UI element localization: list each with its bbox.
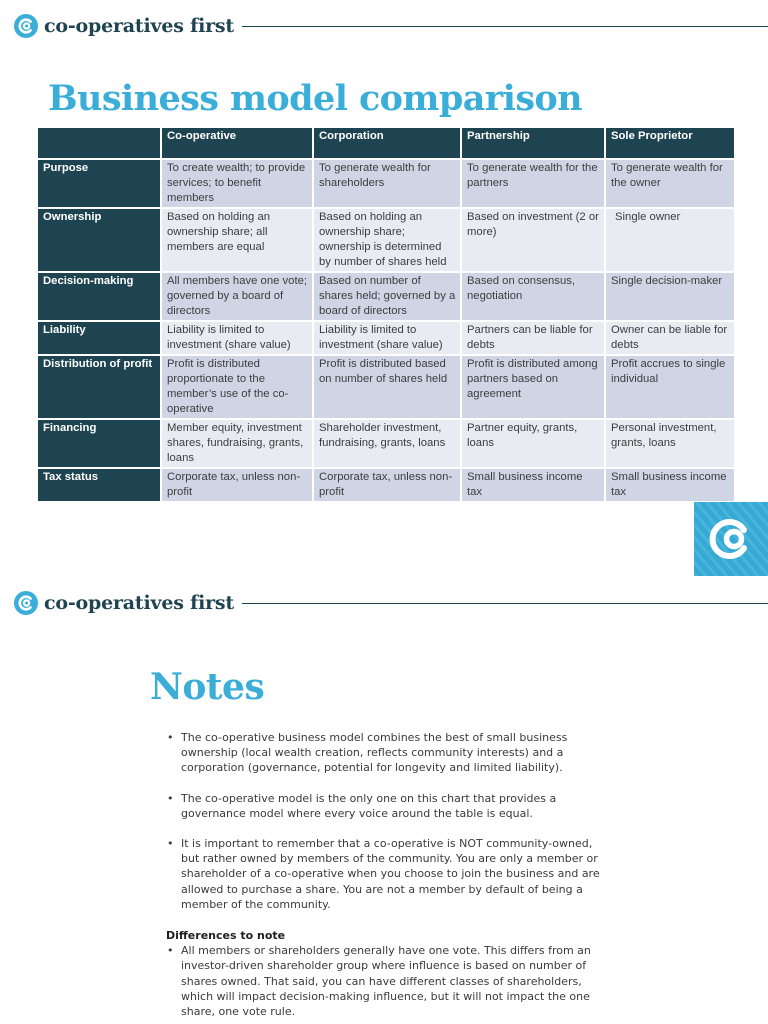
table-row bbox=[37, 159, 735, 208]
notes-list bbox=[166, 730, 602, 912]
table-cell: Profit is distributed based on number of shares held bbox=[313, 355, 461, 419]
table-cell: Owner can be liable for debts bbox=[605, 321, 735, 355]
row-label: Ownership bbox=[37, 208, 161, 272]
table-cell: Based on holding an ownership share; ownership is determined by number of shares held bbox=[313, 208, 461, 272]
co-operatives-badge-icon bbox=[694, 502, 768, 576]
table-header-row bbox=[37, 127, 735, 159]
row-label: Financing bbox=[37, 419, 161, 468]
header-cell-partnership: Partnership bbox=[461, 127, 605, 159]
co-operatives-logo-icon bbox=[14, 591, 38, 615]
table-cell: Based on investment (2 or more) bbox=[461, 208, 605, 272]
header-divider bbox=[242, 26, 768, 27]
slide2-header bbox=[14, 589, 768, 617]
header-divider bbox=[242, 603, 768, 604]
note-bullet: • The co-operative model is the only one on this chart that provides a governance model where every voice around the table is equal. bbox=[166, 791, 602, 821]
table-row bbox=[37, 272, 735, 321]
header-cell-cooperative: Co-operative bbox=[161, 127, 313, 159]
row-label: Decision-making bbox=[37, 272, 161, 321]
row-label: Purpose bbox=[37, 159, 161, 208]
table-cell: Profit is distributed proportionate to the member’s use of the co-operative bbox=[161, 355, 313, 419]
difference-bullet: • All members or shareholders generally have one vote. This differs from an investor-driven shareholder group where influence is based on number of shares owned. That said, you can have different classes of shareholders, which will impact decision-making influence, but it will not impact the one share, one vote rule. bbox=[166, 943, 602, 1019]
table-row bbox=[37, 468, 735, 502]
table-cell: Personal investment, grants, loans bbox=[605, 419, 735, 468]
table-row bbox=[37, 208, 735, 272]
table-cell: To generate wealth for the partners bbox=[461, 159, 605, 208]
table-cell: Liability is limited to investment (share value) bbox=[161, 321, 313, 355]
notes-title: Notes bbox=[150, 666, 265, 708]
header-cell-sole-proprietor: Sole Proprietor bbox=[605, 127, 735, 159]
table-cell: Corporate tax, unless non-profit bbox=[161, 468, 313, 502]
table-cell: Small business income tax bbox=[461, 468, 605, 502]
notes-body bbox=[166, 730, 602, 1019]
table-row bbox=[37, 321, 735, 355]
co-operatives-logo-icon bbox=[14, 14, 38, 38]
row-label: Liability bbox=[37, 321, 161, 355]
differences-list bbox=[166, 943, 602, 1019]
table-cell: To generate wealth for the owner bbox=[605, 159, 735, 208]
table-cell: Liability is limited to investment (share value) bbox=[313, 321, 461, 355]
comparison-table bbox=[36, 126, 736, 503]
header-cell-corporation: Corporation bbox=[313, 127, 461, 159]
table-cell: All members have one vote; governed by a board of directors bbox=[161, 272, 313, 321]
row-label: Distribution of profit bbox=[37, 355, 161, 419]
differences-heading: Differences to note bbox=[166, 929, 286, 943]
table-cell: Based on consensus, negotiation bbox=[461, 272, 605, 321]
note-bullet: • The co-operative business model combines the best of small business ownership (local wealth creation, reflects community interests) and a corporation (governance, potential for longevity and limited liability). bbox=[166, 730, 602, 776]
table-row bbox=[37, 355, 735, 419]
table-cell: Member equity, investment shares, fundraising, grants, loans bbox=[161, 419, 313, 468]
table-cell: Based on holding an ownership share; all members are equal bbox=[161, 208, 313, 272]
table-cell: Small business income tax bbox=[605, 468, 735, 502]
brand-name: co-operatives first bbox=[44, 592, 235, 614]
table-cell: Shareholder investment, fundraising, grants, loans bbox=[313, 419, 461, 468]
page-title: Business model comparison bbox=[48, 78, 583, 119]
table-cell: Based on number of shares held; governed by a board of directors bbox=[313, 272, 461, 321]
note-bullet: • It is important to remember that a co-operative is NOT community-owned, but rather owned by members of the community. You are only a member or shareholder of a co-operative when you choose to join the business and are allowed to purchase a share. You are not a member by default of being a member of the community. bbox=[166, 836, 602, 912]
brand-name: co-operatives first bbox=[44, 15, 235, 37]
table-row bbox=[37, 419, 735, 468]
row-label: Tax status bbox=[37, 468, 161, 502]
table-cell: Partner equity, grants, loans bbox=[461, 419, 605, 468]
header-cell-empty bbox=[37, 127, 161, 159]
table-cell: Single decision-maker bbox=[605, 272, 735, 321]
table-cell: Profit is distributed among partners based on agreement bbox=[461, 355, 605, 419]
table-cell: Profit accrues to single individual bbox=[605, 355, 735, 419]
slide1-header bbox=[14, 12, 768, 40]
table-cell: Partners can be liable for debts bbox=[461, 321, 605, 355]
table-cell: Single owner bbox=[605, 208, 735, 272]
table-cell: Corporate tax, unless non-profit bbox=[313, 468, 461, 502]
table-cell: To create wealth; to provide services; to benefit members bbox=[161, 159, 313, 208]
table-cell: To generate wealth for shareholders bbox=[313, 159, 461, 208]
